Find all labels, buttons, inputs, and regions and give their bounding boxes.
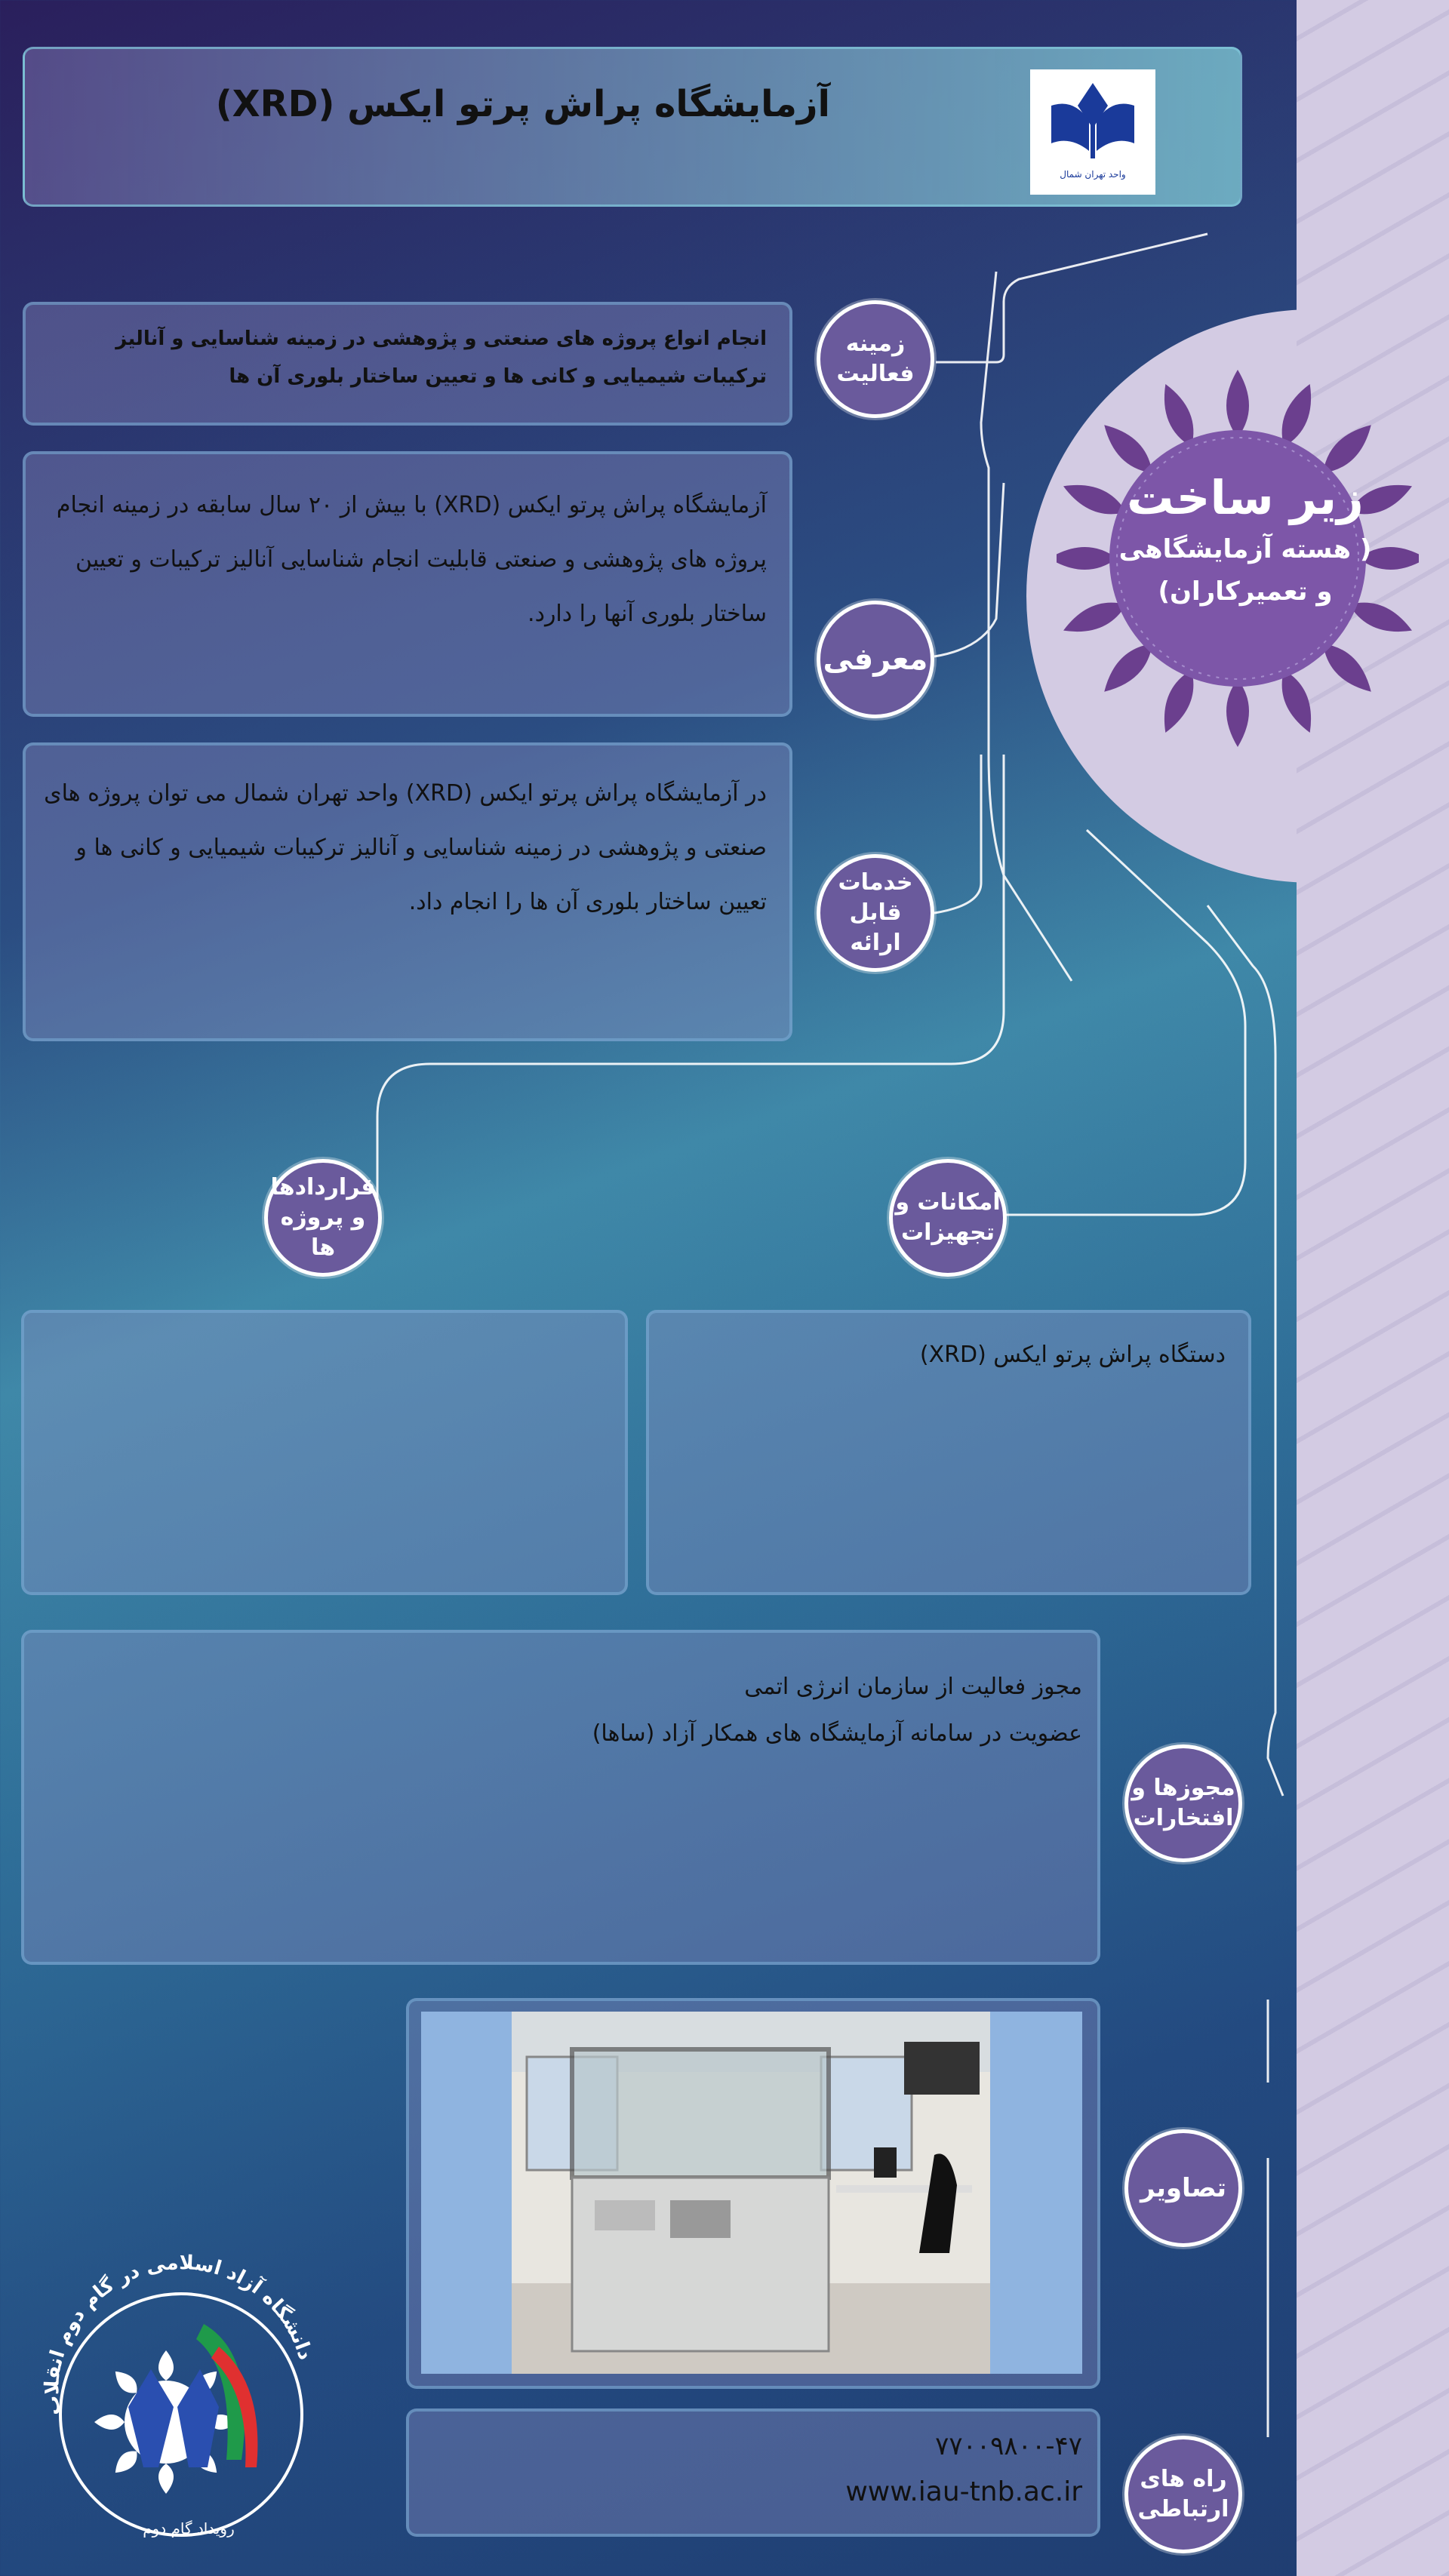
equipment-panel	[646, 1310, 1251, 1595]
equipment-bubble: امکانات و تجهیزات	[889, 1159, 1007, 1277]
page-title: آزمایشگاه پراش پرتو ایکس (XRD)	[215, 83, 830, 125]
university-logo	[1030, 69, 1155, 195]
intro-panel	[23, 451, 792, 717]
contracts-panel	[21, 1310, 628, 1595]
badge-title: زیر ساخت	[1127, 470, 1364, 525]
activity-text: انجام انواع پروژه های صنعتی و پژوهشی در زمینه شناسایی و آنالیز ترکیبات شیمیایی و کانی ها و تعیین ساختار بلوری آن ها	[115, 327, 767, 388]
intro-text: آزمایشگاه پراش پرتو ایکس (XRD) با بیش از ۲۰ سال سابقه در زمینه انجام پروژه های پژوهشی و صنعتی قابلیت انجام شناسایی آنالیز ترکیبات و تعیین ساختار بلوری آنها را دارد.	[56, 492, 767, 627]
services-panel	[23, 742, 792, 1041]
anniversary-logo	[15, 2218, 332, 2550]
equipment-text: دستگاه پراش پرتو ایکس (XRD)	[919, 1342, 1226, 1368]
badge-subtitle-2: و تعمیرکاران)	[1158, 576, 1333, 607]
activity-panel	[23, 302, 792, 426]
svg-text:رویداد گام دوم: رویداد گام دوم	[143, 2519, 235, 2538]
lab-photo	[421, 2012, 1082, 2374]
contact-website[interactable]: www.iau-tnb.ac.ir	[845, 2476, 1082, 2507]
contact-panel	[406, 2408, 1100, 2537]
svg-text:واحد تهران شمال: واحد تهران شمال	[1060, 169, 1126, 180]
images-bubble: تصاویر	[1124, 2129, 1242, 2247]
licenses-panel	[21, 1630, 1100, 1965]
licenses-bubble: مجوزها و افتخارات	[1124, 1744, 1242, 1862]
license-line-2: عضویت در سامانه آزمایشگاه های همکار آزاد (ساها)	[592, 1720, 1082, 1747]
services-text: در آزمایشگاه پراش پرتو ایکس (XRD) واحد تهران شمال می توان پروژه های صنعتی و پژوهشی در زمینه شناسایی و آنالیز ترکیبات شیمیایی و کانی ها و تعیین ساختار بلوری آن ها را انجام داد.	[44, 780, 767, 915]
badge-text	[1087, 468, 1404, 613]
services-bubble: خدمات قابل ارائه	[817, 854, 934, 972]
contact-phone: ۷۷۰۰۹۸۰۰-۴۷	[935, 2431, 1082, 2461]
svg-text:چهلمین سال تاسیس دانشگاه آزاد: دانشگاه آزاد اسلامی در گام دوم انقلاب	[40, 2251, 317, 2417]
intro-bubble: معرفی	[817, 601, 934, 718]
contact-bubble: راه های ارتباطی	[1124, 2436, 1242, 2553]
activity-bubble: زمینه فعالیت	[817, 300, 934, 418]
badge-subtitle-1: ( هسته آزمایشگاهی	[1118, 534, 1372, 564]
contracts-bubble: قراردادها و پروژه ها	[264, 1159, 382, 1277]
license-line-1: مجوز فعالیت از سازمان انرژی اتمی	[744, 1674, 1082, 1700]
